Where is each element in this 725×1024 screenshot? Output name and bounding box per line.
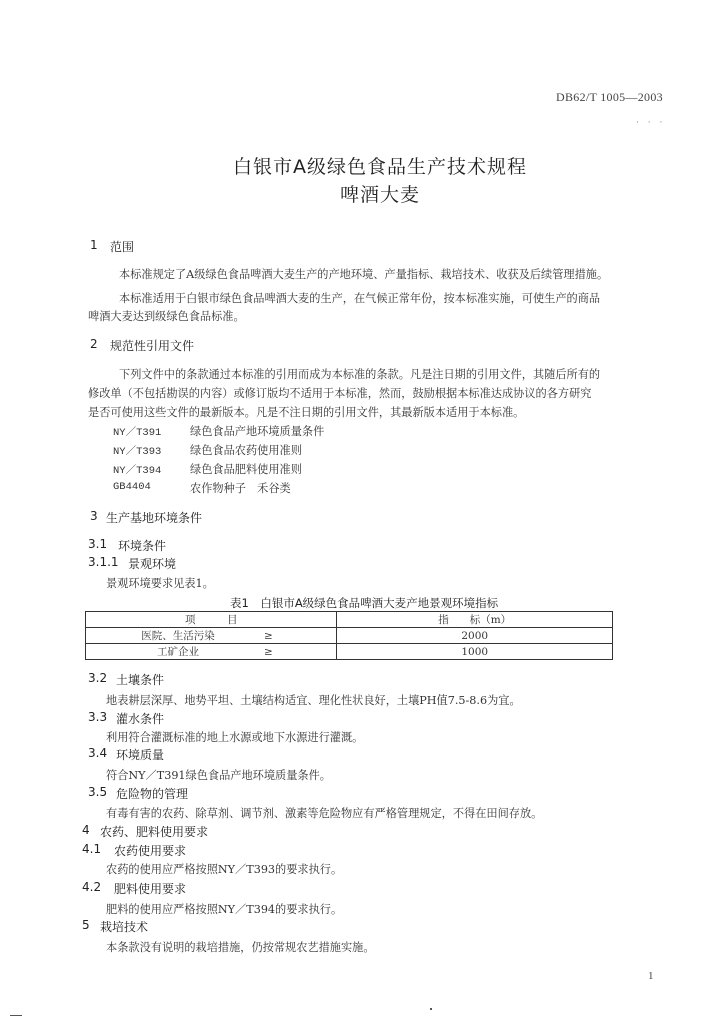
section-3-3-heading: 灌水条件 <box>116 712 165 726</box>
reference-code: NY／T391 <box>113 427 162 439</box>
section-4-heading: 农药、肥料使用要求 <box>100 825 209 839</box>
section-3-heading: 生产基地环境条件 <box>106 511 203 525</box>
table-1 <box>85 611 613 660</box>
table-header-item: 项 目 <box>86 612 337 628</box>
section-3-1-1-text: 景观环境要求见表1。 <box>106 577 214 590</box>
section-2-paragraph-line-3: 是否可使用这些文件的最新版本。凡是不注日期的引用文件，其最新版本适用于本标准。 <box>88 406 525 419</box>
table-cell-value: 1000 <box>337 644 613 660</box>
table-cell-item <box>86 628 337 644</box>
table-cell-item <box>86 644 337 660</box>
scan-mark <box>10 1015 22 1016</box>
section-2-number: 2 <box>90 337 98 351</box>
section-3-4-heading: 环境质量 <box>116 748 165 762</box>
reference-title: 绿色食品肥料使用准则 <box>190 463 302 476</box>
section-4-1-text: 农药的使用应严格按照NY／T393的要求执行。 <box>106 863 343 876</box>
section-4-1-heading: 农药使用要求 <box>114 844 187 858</box>
section-4-2-number: 4.2 <box>82 880 102 894</box>
section-1-heading: 范围 <box>110 240 135 254</box>
table-cell-operator: ≥ <box>264 646 273 658</box>
page-number: 1 <box>648 970 654 982</box>
page-subtitle: 啤酒大麦 <box>339 184 420 206</box>
table-cell-operator: ≥ <box>264 630 273 642</box>
section-4-number: 4 <box>82 823 90 837</box>
section-3-2-text: 地表耕层深厚、地势平坦、土壤结构适宜、理化性状良好，土壤PH值7.5-8.6为宜。 <box>106 694 521 707</box>
table-header-row <box>86 612 613 628</box>
table-cell-item-label: 医院、生活污染 <box>141 630 215 642</box>
section-3-number: 3 <box>90 509 98 523</box>
section-4-2-heading: 肥料使用要求 <box>114 882 187 896</box>
reference-title: 绿色食品农药使用准则 <box>190 444 302 457</box>
section-3-2-number: 3.2 <box>88 671 108 685</box>
section-3-5-text: 有毒有害的农药、除草剂、调节剂、激素等危险物应有严格管理规定，不得在田间存放。 <box>106 807 543 820</box>
section-3-3-number: 3.3 <box>88 710 108 724</box>
section-3-1-1-number: 3.1.1 <box>88 555 119 569</box>
section-2-paragraph-line-1: 下列文件中的条款通过本标准的引用而成为本标准的条款。凡是注日期的引用文件，其随后所有的 <box>119 368 601 381</box>
section-3-1-number: 3.1 <box>88 537 108 551</box>
section-3-3-text: 利用符合灌溉标准的地上水源或地下水源进行灌溉。 <box>106 731 364 744</box>
section-3-4-text: 符合NY／T391绿色食品产地环境质量条件。 <box>106 769 331 782</box>
reference-title: 农作物种子 禾谷类 <box>190 482 291 495</box>
section-5-text: 本条款没有说明的栽培措施，仍按常规农艺措施实施。 <box>106 941 375 954</box>
table-cell-item-label: 工矿企业 <box>157 646 199 658</box>
section-1-paragraph-2-line-1: 本标准适用于白银市绿色食品啤酒大麦的生产，在气候正常年份，按本标准实施，可使生产的商品 <box>119 292 601 305</box>
section-3-1-1-heading: 景观环境 <box>128 557 177 571</box>
section-4-1-number: 4.1 <box>82 842 102 856</box>
section-3-5-number: 3.5 <box>88 785 108 799</box>
section-3-4-number: 3.4 <box>88 746 108 760</box>
reference-code: NY／T393 <box>113 446 162 458</box>
scan-speck <box>430 1008 432 1010</box>
section-3-1-heading: 环境条件 <box>118 539 167 553</box>
section-1-number: 1 <box>90 238 98 252</box>
section-5-number: 5 <box>82 918 90 932</box>
section-1-paragraph-2-line-2: 啤酒大麦达到级绿色食品标准。 <box>88 310 245 323</box>
header-dots: · · · <box>636 118 666 128</box>
table-header-index: 指 标（m） <box>337 612 613 628</box>
section-3-5-heading: 危险物的管理 <box>116 787 189 801</box>
section-4-2-text: 肥料的使用应严格按照NY／T394的要求执行。 <box>106 903 343 916</box>
section-2-heading: 规范性引用文件 <box>110 339 195 353</box>
section-2-paragraph-line-2: 修改单（不包括勘误的内容）或修订版均不适用于本标准，然而，鼓励根据本标准达成协议的各方研究 <box>88 387 592 400</box>
document-code: DB62/T 1005—2003 <box>556 90 663 104</box>
reference-code: NY／T394 <box>113 465 162 477</box>
table-row <box>86 628 613 644</box>
reference-code: GB4404 <box>113 481 151 493</box>
table-row <box>86 644 613 660</box>
table-1-caption: 表1 白银市A级绿色食品啤酒大麦产地景观环境指标 <box>230 596 499 610</box>
section-5-heading: 栽培技术 <box>100 920 149 934</box>
reference-title: 绿色食品产地环境质量条件 <box>190 425 325 438</box>
page-title: 白银市A级绿色食品生产技术规程 <box>233 156 527 178</box>
section-1-paragraph-1: 本标准规定了A级绿色食品啤酒大麦生产的产地环境、产量指标、栽培技术、收获及后续管理措施。 <box>119 268 609 281</box>
section-3-2-heading: 土壤条件 <box>116 673 165 687</box>
table-cell-value: 2000 <box>337 628 613 644</box>
